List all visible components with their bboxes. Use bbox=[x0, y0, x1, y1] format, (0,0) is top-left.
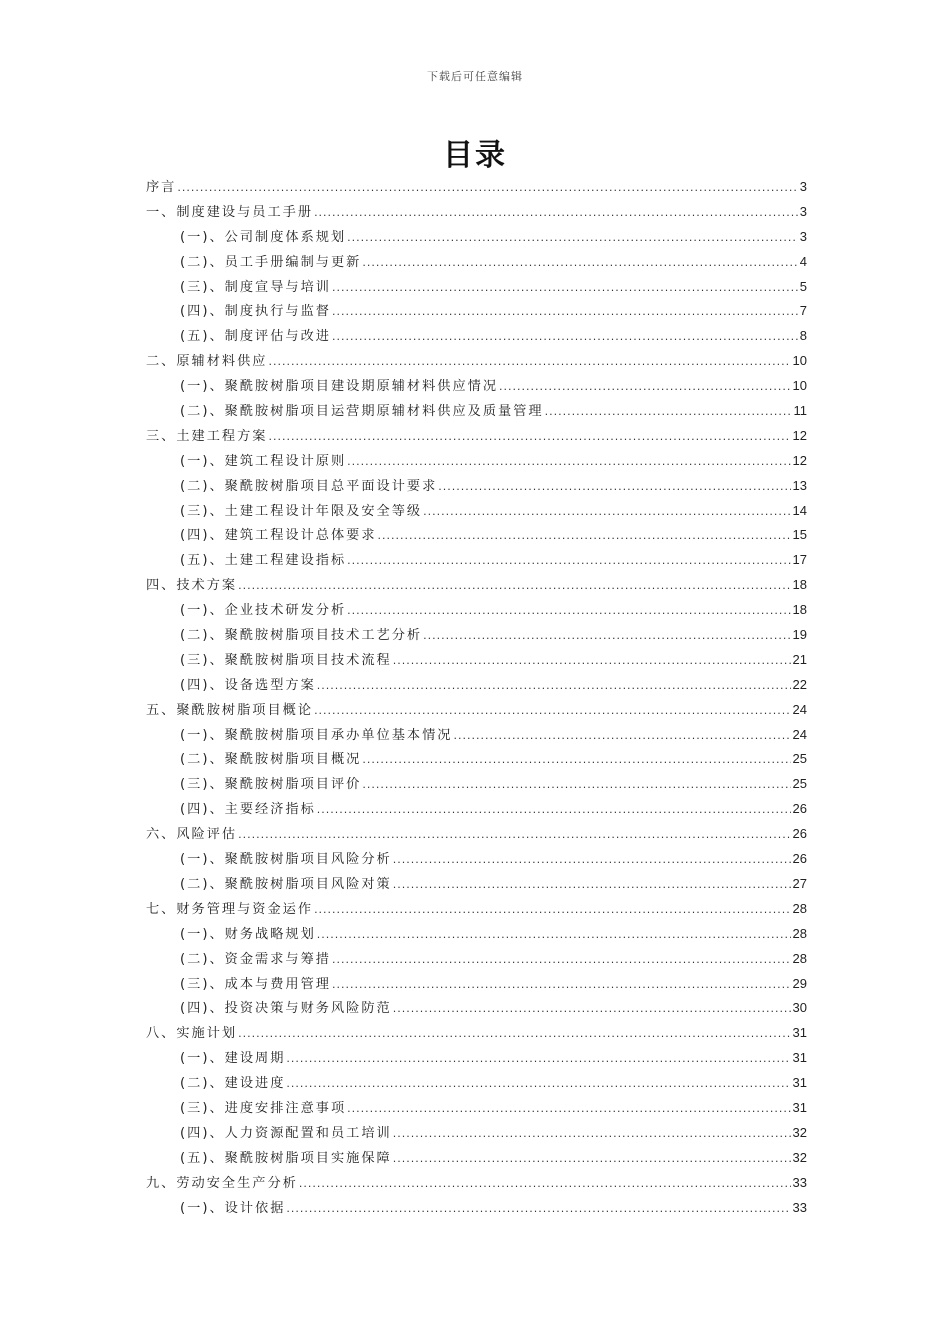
toc-entry[interactable] bbox=[146, 175, 807, 200]
toc-dot-leader bbox=[499, 375, 790, 400]
toc-dot-leader bbox=[423, 500, 790, 525]
toc-entry[interactable] bbox=[146, 399, 807, 424]
toc-entry-title: (三)、制度宣导与培训 bbox=[180, 279, 331, 295]
toc-entry-page-number: 31 bbox=[792, 1099, 807, 1115]
toc-entry-page-number: 26 bbox=[792, 826, 807, 842]
toc-entry-page-number: 33 bbox=[792, 1199, 807, 1215]
toc-entry[interactable] bbox=[146, 499, 807, 524]
toc-dot-leader bbox=[453, 724, 790, 749]
toc-entry-title: (二)、聚酰胺树脂项目技术工艺分析 bbox=[180, 628, 423, 644]
toc-entry[interactable] bbox=[146, 250, 807, 275]
toc-entry-title: (二)、聚酰胺树脂项目总平面设计要求 bbox=[180, 478, 438, 494]
toc-entry[interactable] bbox=[146, 822, 807, 847]
toc-entry-title: (三)、聚酰胺树脂项目技术流程 bbox=[180, 652, 392, 668]
toc-entry[interactable] bbox=[146, 374, 807, 399]
toc-entry[interactable] bbox=[146, 424, 807, 449]
toc-entry-page-number: 13 bbox=[792, 477, 807, 493]
toc-entry-title: (五)、聚酰胺树脂项目实施保障 bbox=[180, 1150, 392, 1166]
toc-entry-page-number: 17 bbox=[792, 552, 807, 568]
toc-entry[interactable] bbox=[146, 698, 807, 723]
toc-entry-page-number: 33 bbox=[792, 1174, 807, 1190]
toc-entry-page-number: 3 bbox=[799, 228, 807, 244]
toc-entry-title: (五)、土建工程建设指标 bbox=[180, 553, 347, 569]
toc-dot-leader bbox=[332, 325, 798, 350]
toc-entry[interactable] bbox=[146, 797, 807, 822]
toc-entry-page-number: 4 bbox=[799, 253, 807, 269]
toc-entry-title: 四、技术方案 bbox=[146, 578, 238, 594]
toc-entry-page-number: 31 bbox=[792, 1075, 807, 1091]
toc-entry[interactable] bbox=[146, 349, 807, 374]
toc-entry[interactable] bbox=[146, 275, 807, 300]
toc-entry-title: (四)、设备选型方案 bbox=[180, 677, 316, 693]
toc-dot-leader bbox=[314, 699, 790, 724]
toc-dot-leader bbox=[423, 624, 790, 649]
toc-entry[interactable] bbox=[146, 474, 807, 499]
toc-dot-leader bbox=[299, 1172, 791, 1197]
toc-entry-title: (四)、主要经济指标 bbox=[180, 802, 316, 818]
toc-entry-page-number: 19 bbox=[792, 627, 807, 643]
toc-dot-leader bbox=[332, 973, 791, 998]
toc-dot-leader bbox=[347, 549, 790, 574]
toc-entry-page-number: 24 bbox=[792, 726, 807, 742]
toc-entry[interactable] bbox=[146, 299, 807, 324]
toc-entry-page-number: 26 bbox=[792, 851, 807, 867]
toc-entry[interactable] bbox=[146, 747, 807, 772]
toc-entry-title: (四)、制度执行与监督 bbox=[180, 304, 331, 320]
toc-entry[interactable] bbox=[146, 996, 807, 1021]
toc-entry-title: (二)、聚酰胺树脂项目概况 bbox=[180, 752, 362, 768]
toc-entry[interactable] bbox=[146, 772, 807, 797]
toc-entry-title: 一、制度建设与员工手册 bbox=[146, 204, 314, 220]
toc-entry-title: 序言 bbox=[146, 180, 177, 195]
toc-entry[interactable] bbox=[146, 573, 807, 598]
header-note: 下载后可任意编辑 bbox=[427, 70, 523, 83]
toc-entry[interactable] bbox=[146, 523, 807, 548]
toc-dot-leader bbox=[347, 1097, 790, 1122]
toc-dot-leader bbox=[314, 201, 798, 226]
toc-entry[interactable] bbox=[146, 1196, 807, 1221]
toc-entry[interactable] bbox=[146, 648, 807, 673]
toc-entry-page-number: 11 bbox=[793, 403, 807, 419]
toc-entry-page-number: 12 bbox=[792, 427, 807, 443]
toc-entry-page-number: 28 bbox=[792, 900, 807, 916]
toc-dot-leader bbox=[286, 1047, 790, 1072]
toc-entry-page-number: 3 bbox=[799, 179, 807, 194]
toc-entry[interactable] bbox=[146, 872, 807, 897]
toc-dot-leader bbox=[393, 848, 791, 873]
toc-dot-leader bbox=[378, 524, 791, 549]
toc-dot-leader bbox=[238, 823, 790, 848]
toc-entry-title: 六、风险评估 bbox=[146, 827, 238, 843]
toc-entry-title: (三)、成本与费用管理 bbox=[180, 976, 331, 992]
toc-entry-title: (二)、资金需求与筹措 bbox=[180, 951, 331, 967]
toc-entry-title: (四)、人力资源配置和员工培训 bbox=[180, 1125, 392, 1141]
toc-dot-leader bbox=[393, 649, 791, 674]
toc-entry[interactable] bbox=[146, 324, 807, 349]
toc-entry-page-number: 31 bbox=[792, 1050, 807, 1066]
toc-entry-page-number: 12 bbox=[792, 452, 807, 468]
toc-entry-title: (二)、员工手册编制与更新 bbox=[180, 254, 362, 270]
toc-entry-page-number: 30 bbox=[792, 1000, 807, 1016]
toc-entry-title: (一)、聚酰胺树脂项目承办单位基本情况 bbox=[180, 727, 453, 743]
toc-entry-title: (一)、财务战略规划 bbox=[180, 926, 316, 942]
toc-entry[interactable] bbox=[146, 623, 807, 648]
toc-entry[interactable] bbox=[146, 598, 807, 623]
toc-entry[interactable] bbox=[146, 847, 807, 872]
toc-entry[interactable] bbox=[146, 200, 807, 225]
toc-dot-leader bbox=[545, 400, 792, 425]
toc-entry-page-number: 10 bbox=[792, 353, 807, 369]
toc-dot-leader bbox=[286, 1197, 790, 1222]
toc-entry-title: (四)、投资决策与财务风险防范 bbox=[180, 1001, 392, 1017]
toc-entry-title: (三)、聚酰胺树脂项目评价 bbox=[180, 777, 362, 793]
toc-entry-page-number: 8 bbox=[799, 328, 807, 344]
toc-dot-leader bbox=[393, 1122, 791, 1147]
toc-dot-leader bbox=[317, 923, 791, 948]
toc-dot-leader bbox=[317, 674, 791, 699]
toc-dot-leader bbox=[286, 1072, 790, 1097]
toc-entry[interactable] bbox=[146, 449, 807, 474]
toc-entry[interactable] bbox=[146, 1096, 807, 1121]
toc-entry-title: (一)、设计依据 bbox=[180, 1200, 286, 1216]
toc-entry-page-number: 10 bbox=[792, 378, 807, 394]
toc-entry-page-number: 28 bbox=[792, 950, 807, 966]
toc-entry[interactable] bbox=[146, 723, 807, 748]
toc-entry-title: (四)、建筑工程设计总体要求 bbox=[180, 528, 377, 544]
toc-entry-page-number: 29 bbox=[792, 975, 807, 991]
toc-dot-leader bbox=[332, 948, 791, 973]
table-of-contents bbox=[146, 175, 807, 1220]
toc-entry-title: (一)、企业技术研发分析 bbox=[180, 603, 347, 619]
toc-title: 目录 bbox=[443, 138, 507, 173]
toc-dot-leader bbox=[269, 425, 791, 450]
toc-entry-page-number: 27 bbox=[792, 875, 807, 891]
toc-dot-leader bbox=[347, 599, 790, 624]
toc-entry-title: (五)、制度评估与改进 bbox=[180, 329, 331, 345]
toc-entry-title: 七、财务管理与资金运作 bbox=[146, 901, 314, 917]
toc-dot-leader bbox=[347, 450, 790, 475]
toc-dot-leader bbox=[269, 350, 791, 375]
toc-dot-leader bbox=[238, 574, 790, 599]
toc-entry-title: (三)、进度安排注意事项 bbox=[180, 1100, 347, 1116]
toc-entry-title: (二)、聚酰胺树脂项目运营期原辅材料供应及质量管理 bbox=[180, 404, 544, 420]
toc-entry-page-number: 18 bbox=[792, 577, 807, 593]
toc-dot-leader bbox=[314, 898, 790, 923]
toc-entry-page-number: 15 bbox=[792, 527, 807, 543]
toc-dot-leader bbox=[332, 300, 798, 325]
toc-entry-title: 三、土建工程方案 bbox=[146, 428, 268, 444]
toc-entry-title: 九、劳动安全生产分析 bbox=[146, 1175, 298, 1191]
toc-entry-title: 八、实施计划 bbox=[146, 1026, 238, 1042]
toc-entry-title: (一)、建设周期 bbox=[180, 1051, 286, 1067]
toc-dot-leader bbox=[362, 773, 790, 798]
toc-entry-page-number: 21 bbox=[792, 651, 807, 667]
toc-entry[interactable] bbox=[146, 1121, 807, 1146]
toc-entry-page-number: 32 bbox=[792, 1149, 807, 1165]
toc-entry-page-number: 25 bbox=[792, 776, 807, 792]
toc-entry[interactable] bbox=[146, 1071, 807, 1096]
toc-dot-leader bbox=[332, 276, 798, 301]
toc-entry[interactable] bbox=[146, 1046, 807, 1071]
toc-dot-leader bbox=[238, 1022, 790, 1047]
toc-entry[interactable] bbox=[146, 972, 807, 997]
toc-dot-leader bbox=[362, 748, 790, 773]
toc-entry-title: (二)、建设进度 bbox=[180, 1076, 286, 1092]
toc-entry-page-number: 31 bbox=[792, 1025, 807, 1041]
toc-entry[interactable] bbox=[146, 1021, 807, 1046]
toc-dot-leader bbox=[177, 176, 797, 201]
toc-entry-page-number: 5 bbox=[799, 278, 807, 294]
toc-entry[interactable] bbox=[146, 548, 807, 573]
toc-entry-page-number: 14 bbox=[792, 502, 807, 518]
toc-entry[interactable] bbox=[146, 1146, 807, 1171]
toc-entry-page-number: 32 bbox=[792, 1124, 807, 1140]
toc-entry[interactable] bbox=[146, 947, 807, 972]
toc-entry-page-number: 22 bbox=[792, 676, 807, 692]
toc-entry-page-number: 7 bbox=[799, 303, 807, 319]
toc-entry-title: 二、原辅材料供应 bbox=[146, 354, 268, 370]
toc-dot-leader bbox=[393, 997, 791, 1022]
toc-entry[interactable] bbox=[146, 922, 807, 947]
toc-entry[interactable] bbox=[146, 225, 807, 250]
toc-entry[interactable] bbox=[146, 897, 807, 922]
toc-entry[interactable] bbox=[146, 673, 807, 698]
toc-entry-page-number: 28 bbox=[792, 925, 807, 941]
toc-entry-title: (三)、土建工程设计年限及安全等级 bbox=[180, 503, 423, 519]
toc-entry-page-number: 18 bbox=[792, 602, 807, 618]
toc-entry-page-number: 24 bbox=[792, 701, 807, 717]
toc-entry-title: 五、聚酰胺树脂项目概论 bbox=[146, 702, 314, 718]
toc-dot-leader bbox=[362, 251, 797, 276]
toc-entry-title: (一)、聚酰胺树脂项目风险分析 bbox=[180, 852, 392, 868]
toc-dot-leader bbox=[438, 475, 790, 500]
toc-entry-title: (二)、聚酰胺树脂项目风险对策 bbox=[180, 876, 392, 892]
toc-entry-page-number: 26 bbox=[792, 801, 807, 817]
toc-entry-page-number: 25 bbox=[792, 751, 807, 767]
toc-entry-title: (一)、公司制度体系规划 bbox=[180, 229, 347, 245]
toc-entry-title: (一)、聚酰胺树脂项目建设期原辅材料供应情况 bbox=[180, 379, 499, 395]
toc-dot-leader bbox=[393, 873, 791, 898]
toc-dot-leader bbox=[347, 226, 798, 251]
toc-entry-page-number: 3 bbox=[799, 203, 807, 219]
toc-entry[interactable] bbox=[146, 1171, 807, 1196]
toc-dot-leader bbox=[393, 1147, 791, 1172]
toc-entry-title: (一)、建筑工程设计原则 bbox=[180, 453, 347, 469]
toc-dot-leader bbox=[317, 798, 791, 823]
